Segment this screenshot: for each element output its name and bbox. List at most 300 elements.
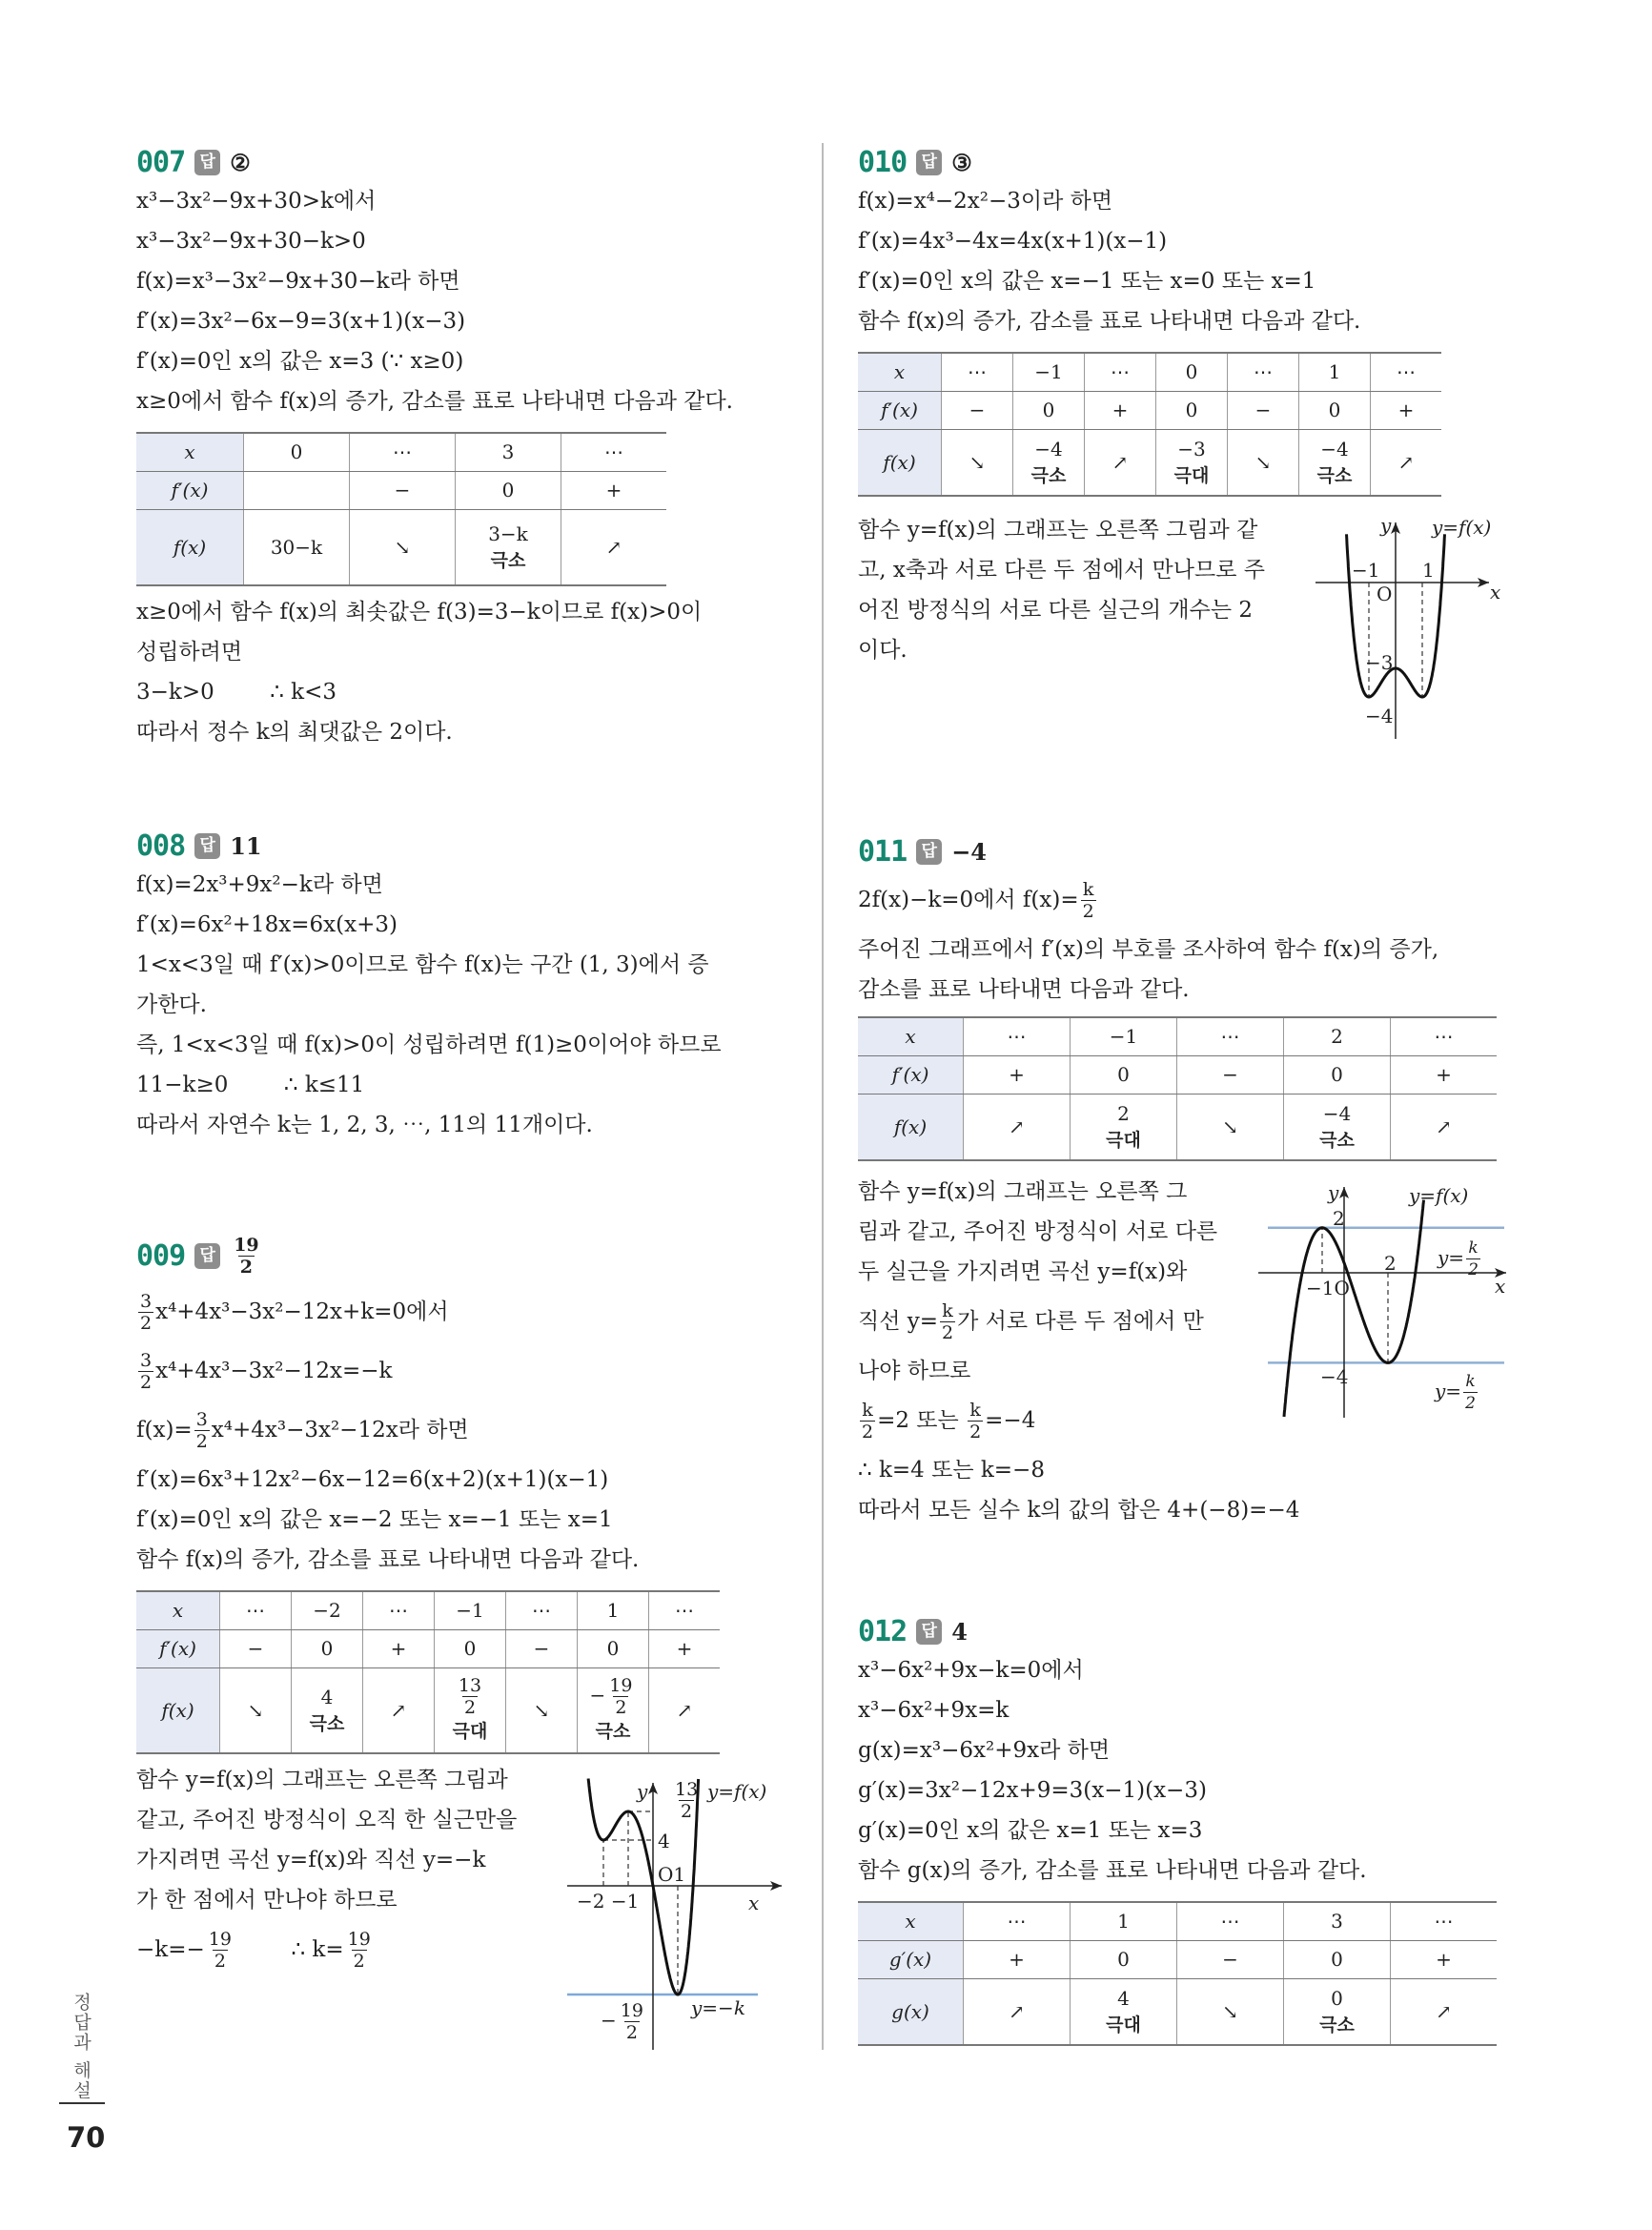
text-segment: 11−k≥0 ∴ k≤11 [136, 1073, 365, 1097]
text-line [858, 301, 1525, 341]
text-line [136, 1540, 804, 1580]
y-axis-label: y [637, 1780, 648, 1803]
text-line [858, 261, 1525, 301]
cell-value [435, 1675, 505, 1718]
text-segment: 어진 방정식의 서로 다른 실근의 개수는 2 [858, 598, 1253, 623]
value: 4 [320, 1685, 334, 1708]
cell-value [1071, 1985, 1176, 2012]
table-cell: ⋯ [942, 353, 1013, 391]
text-line [858, 870, 1525, 930]
text-line [858, 181, 1525, 221]
text-segment: f(x)=x³−3x²−9x+30−k라 하면 [136, 269, 460, 294]
table-cell: + [1085, 391, 1156, 429]
table-cell: 1 [578, 1591, 649, 1629]
text-segment: 2f(x)−k=0에서 f(x)= [858, 888, 1079, 912]
text-segment: 이다. [858, 638, 908, 663]
curve-label: y=f(x) [1432, 516, 1492, 539]
table-cell: 0 [1071, 1940, 1177, 1978]
table-cell: 0 [1284, 1940, 1391, 1978]
text-segment: g′(x)=0인 x의 값은 x=1 또는 x=3 [858, 1818, 1203, 1843]
table-cell: + [1391, 1055, 1498, 1094]
min-value-label: 4 [658, 1830, 670, 1852]
text-line [136, 221, 804, 261]
text-line [136, 865, 804, 905]
answer-badge: 답 [916, 1619, 942, 1645]
answer-badge: 답 [194, 1243, 220, 1269]
cell-value [578, 1675, 648, 1718]
text-line [858, 1851, 1525, 1891]
cell-value [1071, 1100, 1176, 1127]
table-cell: ⋯ [350, 433, 456, 471]
table-cell: 0 [292, 1629, 363, 1667]
text-segment: x³−6x²+9x=k [858, 1698, 1010, 1723]
text-segment: 주어진 그래프에서 f′(x)의 부호를 조사하여 함수 f(x)의 증가, [858, 937, 1439, 962]
text-line [136, 181, 804, 221]
text-line [136, 1065, 804, 1105]
text-segment: 두 실근을 가지려면 곡선 y=f(x)와 [858, 1259, 1188, 1284]
table-cell: − [1228, 391, 1299, 429]
solution-007 [136, 143, 804, 752]
fraction [457, 1675, 483, 1718]
table-row [858, 353, 1441, 391]
fraction [207, 1929, 234, 1972]
table-row [136, 471, 666, 509]
text-segment: 함수 g(x)의 증가, 감소를 표로 나타내면 다음과 같다. [858, 1858, 1367, 1883]
function-curve [1284, 1200, 1424, 1417]
text-line [136, 1401, 804, 1460]
cell-value [1299, 436, 1370, 462]
table-cell: ⋯ [964, 1902, 1071, 1940]
fraction [968, 1400, 983, 1442]
text-segment: ∴ k= [235, 1937, 344, 1962]
text-line [136, 341, 804, 381]
extremum-label: 극대 [452, 1721, 488, 1743]
table-cell: ↘ [506, 1667, 578, 1753]
table-cell: + [561, 471, 667, 509]
text-segment: 성립하려면 [136, 640, 243, 665]
text-line [858, 1690, 1525, 1730]
table-cell: + [964, 1940, 1071, 1978]
cell-value [456, 521, 561, 547]
table-row [858, 1940, 1497, 1978]
problem-number: 008 [136, 829, 186, 863]
text-segment: f′(x)=3x²−6x−9=3(x+1)(x−3) [136, 309, 466, 334]
text-line [858, 221, 1525, 261]
problem-number: 009 [136, 1239, 186, 1273]
text-segment: 함수 y=f(x)의 그래프는 오른쪽 그 [858, 1179, 1188, 1204]
table-cell: ↗ [964, 1978, 1071, 2045]
variation-table [858, 1016, 1497, 1161]
table-cell: −1 [1071, 1017, 1177, 1055]
column-divider [822, 143, 824, 2050]
table-cell: ↘ [220, 1667, 292, 1753]
denominator: 2 [353, 1950, 365, 1972]
table-cell: − [350, 471, 456, 509]
text-segment: 함수 y=f(x)의 그래프는 오른쪽 그림과 같 [858, 518, 1258, 542]
line-label: y=−k [691, 1996, 745, 2019]
sign: − [589, 1684, 606, 1708]
extremum-label: 극대 [1106, 1129, 1141, 1151]
text-segment: x≥0에서 함수 f(x)의 최솟값은 f(3)=3−k이므로 f(x)>0이 [136, 600, 703, 624]
table-cell: − [1177, 1055, 1284, 1094]
table-cell: ⋯ [1391, 1017, 1498, 1055]
text-line [136, 1105, 804, 1145]
table-cell: ⋯ [561, 433, 667, 471]
table-cell: + [964, 1055, 1071, 1094]
table-cell: − [220, 1629, 292, 1667]
text-lines [136, 181, 804, 421]
table-cell: 0 [435, 1629, 506, 1667]
text-line [136, 261, 804, 301]
fraction [138, 1350, 153, 1393]
text-segment: 즉, 1<x<3일 때 f(x)>0이 성립하려면 f(1)≥0이어야 하므로 [136, 1033, 722, 1057]
text-segment: x⁴+4x³−3x²−12x=−k [155, 1359, 393, 1383]
row-header: f(x) [136, 509, 244, 585]
value: 0 [1331, 1986, 1343, 2010]
section-label: 정답과 해설 [71, 1993, 92, 2101]
row-header: f(x) [136, 1667, 220, 1753]
table-row [858, 1902, 1497, 1940]
table-cell: 0 [244, 433, 350, 471]
extremum-label: 극소 [309, 1712, 345, 1734]
table-cell: + [1391, 1940, 1498, 1978]
text-line [136, 1500, 804, 1540]
text-segment: g(x)=x³−6x²+9x라 하면 [858, 1738, 1111, 1763]
text-line [858, 1811, 1525, 1851]
table-cell: ⋯ [506, 1591, 578, 1629]
text-segment: f′(x)=0인 x의 값은 x=3 (∵ x≥0) [136, 349, 464, 374]
text-segment: x⁴+4x³−3x²−12x+k=0에서 [155, 1299, 449, 1324]
variation-table [136, 1590, 720, 1754]
x-tick-minus1: −1 [1352, 559, 1380, 582]
fraction [346, 1929, 373, 1972]
text-line [858, 1490, 1525, 1530]
extremum-label: 극대 [1173, 464, 1210, 486]
table-cell: 0 [578, 1629, 649, 1667]
table-cell: ↗ [1391, 1978, 1498, 2045]
value: 3−k [488, 522, 528, 545]
table-cell: − [506, 1629, 578, 1667]
text-segment: f(x)= [136, 1418, 193, 1442]
text-lines [136, 1282, 804, 1580]
text-segment: 가 서로 다른 두 점에서 만 [957, 1309, 1204, 1334]
numerator: 3 [140, 1290, 153, 1312]
table-cell: 0 [1156, 391, 1228, 429]
variation-table [858, 352, 1441, 497]
table-cell [1013, 429, 1085, 496]
solution-008 [136, 827, 804, 1145]
table-cell: ⋯ [1085, 353, 1156, 391]
row-header: x [858, 1017, 964, 1055]
table-cell: 30−k [244, 509, 350, 585]
table-cell: ⋯ [1177, 1017, 1284, 1055]
answer-badge: 답 [194, 833, 220, 859]
table-cell: −1 [435, 1591, 506, 1629]
y-tick-minus4: −4 [1365, 705, 1394, 727]
text-segment: 따라서 모든 실수 k의 값의 합은 4+(−8)=−4 [858, 1498, 1300, 1523]
answer-badge: 답 [194, 150, 220, 175]
text-line [858, 1450, 1525, 1490]
text-segment: x³−3x²−9x+30>k에서 [136, 189, 377, 214]
table-cell: 0 [1013, 391, 1085, 429]
text-line [136, 381, 804, 421]
table-cell: 3 [456, 433, 561, 471]
text-lines [858, 1650, 1525, 1891]
text-segment: ∴ k=4 또는 k=−8 [858, 1458, 1045, 1483]
denominator: 2 [1082, 900, 1094, 922]
problem-number: 007 [136, 145, 186, 179]
numerator: 19 [347, 1928, 371, 1950]
upper-line-label: y= $\frac{k}{2}$ [1438, 1238, 1479, 1279]
extremum-label: 극대 [1106, 2014, 1141, 2036]
table-cell: 0 [456, 471, 561, 509]
table-cell [578, 1667, 649, 1753]
origin-label: O [1377, 583, 1393, 605]
row-header: x [858, 1902, 964, 1940]
extremum-label: 극소 [1316, 464, 1353, 486]
extremum-label: 극소 [1319, 1129, 1355, 1151]
answer: ② [230, 148, 251, 176]
min-y-label: − $\frac{19}{2}$ [601, 2000, 643, 2043]
table-cell: ⋯ [1177, 1902, 1284, 1940]
numerator: 13 [458, 1675, 482, 1697]
text-segment: f(x)=x⁴−2x²−3이라 하면 [858, 189, 1113, 214]
denominator: 2 [969, 1421, 982, 1442]
table-row [858, 1978, 1497, 2045]
solution-012 [858, 1612, 1525, 2046]
text-line [858, 1770, 1525, 1811]
text-line [136, 985, 804, 1025]
table-cell: ⋯ [1371, 353, 1442, 391]
table-row [136, 1591, 720, 1629]
answer-fraction: $\frac{19}{2}$ [234, 1235, 259, 1278]
text-segment: 함수 f(x)의 증가, 감소를 표로 나타내면 다음과 같다. [136, 1547, 640, 1572]
text-segment: x³−3x²−9x+30−k>0 [136, 229, 366, 254]
table-cell: ⋯ [1228, 353, 1299, 391]
y-axis-label: y [1328, 1181, 1339, 1204]
row-header: f′(x) [136, 1629, 220, 1667]
table-cell: ↗ [1085, 429, 1156, 496]
row-header: x [858, 353, 942, 391]
table-cell: − [1177, 1940, 1284, 1978]
table-cell: ↗ [1391, 1094, 1498, 1160]
x-tick-1: 1 [1422, 559, 1435, 582]
text-segment: 같고, 주어진 방정식이 오직 한 실근만을 [136, 1808, 518, 1832]
text-segment: f′(x)=4x³−4x=4x(x+1)(x−1) [858, 229, 1168, 254]
text-segment: 3−k>0 ∴ k<3 [136, 680, 337, 705]
table-row [858, 391, 1441, 429]
value: 4 [1117, 1986, 1130, 2010]
text-segment: −k=− [136, 1937, 205, 1962]
table-row [858, 1094, 1497, 1160]
denominator: 2 [195, 1430, 208, 1452]
answer: ③ [951, 148, 972, 176]
cell-value [1156, 436, 1227, 462]
text-line [136, 905, 804, 945]
table-cell: ↘ [1177, 1094, 1284, 1160]
table-cell: 1 [1299, 353, 1371, 391]
x-axis-label: x [1495, 1275, 1506, 1298]
value: −4 [1322, 1101, 1352, 1125]
table-cell: ↘ [942, 429, 1013, 496]
row-header: f′(x) [858, 391, 942, 429]
table-row [136, 433, 666, 471]
text-lines [858, 181, 1525, 341]
text-segment: 함수 y=f(x)의 그래프는 오른쪽 그림과 [136, 1768, 508, 1792]
text-line [136, 1341, 804, 1401]
numerator: k [1082, 878, 1094, 900]
text-line [136, 945, 804, 985]
text-lines [136, 865, 804, 1145]
answer-badge: 답 [916, 150, 942, 175]
table-cell: −1 [1013, 353, 1085, 391]
cell-value [1284, 1100, 1390, 1127]
text-segment: f′(x)=0인 x의 값은 x=−2 또는 x=−1 또는 x=1 [136, 1507, 613, 1532]
extremum-label: 극소 [595, 1721, 631, 1743]
table-cell: ⋯ [363, 1591, 435, 1629]
row-header: g(x) [858, 1978, 964, 2045]
table-cell [1284, 1978, 1391, 2045]
text-segment: f′(x)=6x²+18x=6x(x+3) [136, 912, 398, 937]
table-cell: − [942, 391, 1013, 429]
table-cell: ↗ [561, 509, 667, 585]
row-header: f(x) [858, 1094, 964, 1160]
table-row [136, 509, 666, 585]
x-axis-label: x [1490, 581, 1501, 604]
y-tick-2: 2 [1333, 1207, 1345, 1230]
variation-table [858, 1901, 1497, 2046]
table-cell [292, 1667, 363, 1753]
text-segment: 감소를 표로 나타내면 다음과 같다. [858, 977, 1190, 1002]
table-cell: 0 [1284, 1055, 1391, 1094]
table-cell [456, 509, 561, 585]
graph-010-plot [1315, 515, 1506, 739]
table-row [136, 1667, 720, 1753]
text-segment: f′(x)=6x³+12x²−6x−12=6(x+2)(x+1)(x−1) [136, 1467, 609, 1492]
text-line [136, 592, 804, 632]
table-cell: 0 [1299, 391, 1371, 429]
answer-badge: 답 [916, 839, 942, 865]
table-cell [1299, 429, 1371, 496]
text-segment: =2 또는 [877, 1408, 967, 1433]
numerator: 19 [609, 1675, 633, 1697]
table-cell: ↗ [649, 1667, 721, 1753]
text-line [136, 1025, 804, 1065]
value: −3 [1177, 437, 1206, 460]
table-cell: ⋯ [220, 1591, 292, 1629]
text-line [858, 1650, 1525, 1690]
table-cell: + [363, 1629, 435, 1667]
numerator: 19 [208, 1928, 232, 1950]
table-cell [1284, 1094, 1391, 1160]
extremum-label: 극소 [1030, 464, 1067, 486]
table-cell [1071, 1978, 1177, 2045]
text-segment: 1<x<3일 때 f′(x)>0이므로 함수 f(x)는 구간 (1, 3)에서 증 [136, 952, 709, 977]
text-segment: 따라서 정수 k의 최댓값은 2이다. [136, 720, 453, 745]
denominator: 2 [862, 1421, 874, 1442]
answer: 4 [951, 1617, 968, 1646]
text-segment: 함수 f(x)의 증가, 감소를 표로 나타내면 다음과 같다. [858, 309, 1361, 334]
row-header: f′(x) [136, 471, 244, 509]
fraction [607, 1675, 634, 1718]
table-cell: + [649, 1629, 721, 1667]
table-cell: ↗ [363, 1667, 435, 1753]
fraction [940, 1300, 955, 1343]
table-cell: −2 [292, 1591, 363, 1629]
answer: −4 [951, 837, 987, 866]
numerator: k [969, 1399, 981, 1421]
table-cell: ↘ [1177, 1978, 1284, 2045]
x-axis-label: x [748, 1892, 760, 1914]
table-cell: ⋯ [964, 1017, 1071, 1055]
denominator: 2 [463, 1697, 477, 1719]
text-segment: 따라서 자연수 k는 1, 2, 3, ⋯, 11의 11개이다. [136, 1113, 593, 1137]
text-segment: g′(x)=3x²−12x+9=3(x−1)(x−3) [858, 1778, 1207, 1803]
row-header: f′(x) [858, 1055, 964, 1094]
x-tick-minus1-origin: −1O [1306, 1277, 1350, 1299]
text-lines [136, 592, 804, 752]
cell-value [1284, 1985, 1390, 2012]
table-row [136, 1629, 720, 1667]
denominator: 2 [942, 1321, 954, 1343]
text-segment: f′(x)=0인 x의 값은 x=−1 또는 x=0 또는 x=1 [858, 269, 1316, 294]
text-line [136, 1282, 804, 1341]
text-line [858, 930, 1525, 970]
row-header: x [136, 1591, 220, 1629]
table-cell: 0 [1071, 1055, 1177, 1094]
table-cell: 2 [1284, 1017, 1391, 1055]
text-segment: =−4 [985, 1408, 1036, 1433]
numerator: 3 [195, 1408, 208, 1430]
lower-line-label: y= $\frac{k}{2}$ [1435, 1372, 1476, 1413]
row-header: g′(x) [858, 1940, 964, 1978]
text-segment: 림과 같고, 주어진 방정식이 서로 다른 [858, 1219, 1218, 1244]
text-line [858, 1730, 1525, 1770]
value: 2 [1117, 1101, 1130, 1125]
denominator: 2 [615, 1697, 627, 1719]
table-cell: 3 [1284, 1902, 1391, 1940]
fraction [860, 1400, 875, 1442]
table-cell: ↗ [964, 1094, 1071, 1160]
fraction [138, 1291, 153, 1334]
page-number: 70 [67, 2121, 106, 2154]
table-cell: 1 [1071, 1902, 1177, 1940]
text-lines [858, 870, 1525, 1010]
denominator: 2 [140, 1371, 153, 1393]
text-segment: 가한다. [136, 992, 207, 1017]
denominator: 2 [140, 1312, 153, 1334]
table-cell [1156, 429, 1228, 496]
text-line [136, 632, 804, 672]
problem-number: 011 [858, 834, 908, 869]
row-header: x [136, 433, 244, 471]
row-header: f(x) [858, 429, 942, 496]
table-cell: ⋯ [1391, 1902, 1498, 1940]
text-segment: x≥0에서 함수 f(x)의 증가, 감소를 표로 나타내면 다음과 같다. [136, 389, 733, 414]
table-row [858, 429, 1441, 496]
table-cell: 0 [1156, 353, 1228, 391]
fraction [194, 1409, 210, 1452]
numerator: 3 [140, 1349, 153, 1371]
y-tick-minus3: −3 [1365, 651, 1394, 674]
text-segment: f(x)=2x³+9x²−k라 하면 [136, 872, 383, 897]
text-line [858, 970, 1525, 1010]
numerator: k [942, 1299, 953, 1321]
problem-number: 010 [858, 145, 908, 179]
text-segment: 나야 하므로 [858, 1359, 971, 1383]
table-cell: ↘ [1228, 429, 1299, 496]
x-tick-2: 2 [1384, 1252, 1397, 1275]
